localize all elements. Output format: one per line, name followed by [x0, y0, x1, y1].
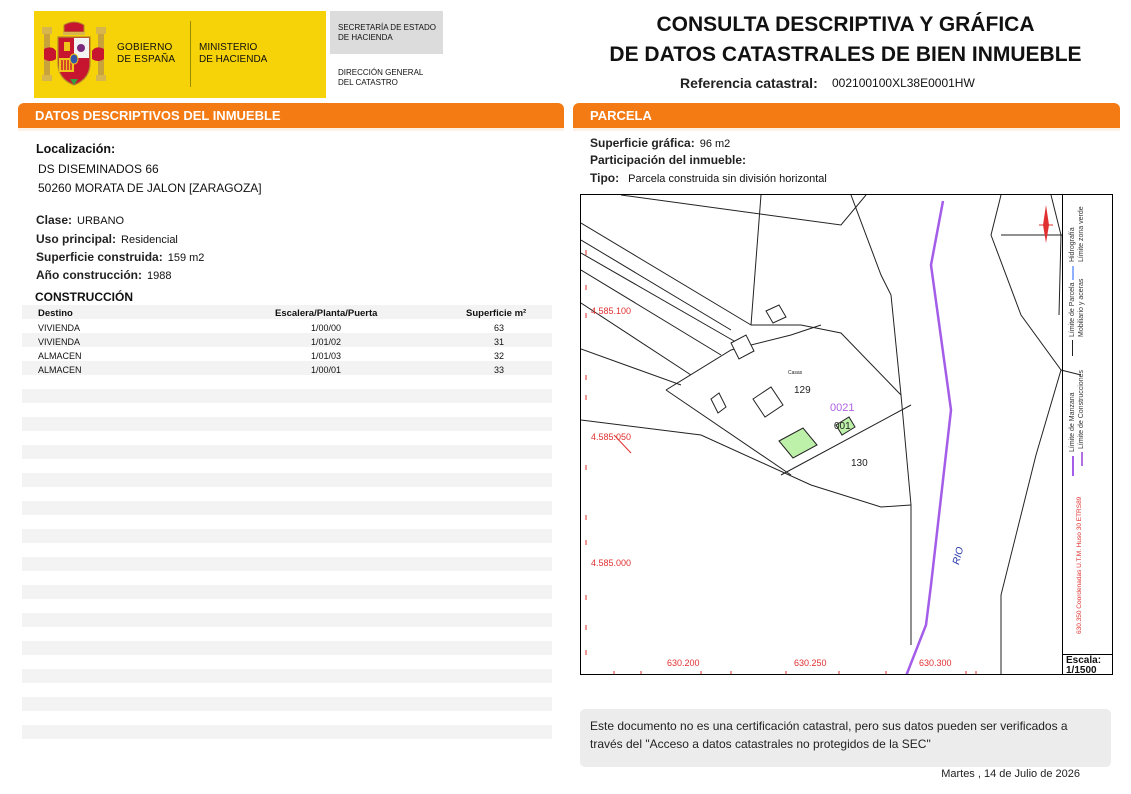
- participacion-label: Participación del inmueble:: [590, 153, 747, 167]
- building-label: 001: [834, 421, 851, 432]
- parcel-label: 130: [851, 458, 868, 469]
- tipo-row: [590, 169, 827, 187]
- section-header-datos: DATOS DESCRIPTIVOS DEL INMUEBLE: [18, 103, 564, 128]
- table-stripe: [22, 711, 552, 725]
- table-stripe: [22, 403, 552, 417]
- table-stripe: [22, 347, 552, 361]
- direccion-general-name: DIRECCIÓN GENERAL DEL CATASTRO: [338, 68, 424, 87]
- table-stripe: [22, 361, 552, 375]
- table-cell-destino: ALMACEN: [38, 365, 82, 375]
- document-date: Martes , 14 de Julio de 2026: [941, 768, 1080, 780]
- y-label: 4.585.000: [591, 558, 632, 568]
- cadastral-map[interactable]: [580, 194, 1113, 675]
- table-cell-superficie: 31: [494, 337, 505, 347]
- table-stripe: [22, 613, 552, 627]
- cadastral-map-drawing: [581, 195, 1113, 675]
- table-stripe: [22, 683, 552, 697]
- participacion-row: [590, 151, 751, 169]
- legend-item: Límite de Parcela: [1069, 282, 1076, 337]
- table-stripe: [22, 557, 552, 571]
- x-label: 630.250: [794, 658, 827, 668]
- anio-row: [36, 266, 172, 284]
- table-stripe: [22, 445, 552, 459]
- escala-label: Escala:: [1066, 655, 1102, 666]
- address-line-2: 50260 MORATA DE JALON [ZARAGOZA]: [38, 181, 262, 195]
- table-cell-superficie: 32: [494, 351, 505, 361]
- table-stripe: [22, 319, 552, 333]
- table-stripe: [22, 599, 552, 613]
- anio-label: Año construcción:: [36, 268, 143, 282]
- superficie-grafica-row: [590, 134, 730, 152]
- referencia-label: Referencia catastral:: [680, 75, 818, 91]
- table-cell-destino: VIVIENDA: [38, 323, 81, 333]
- superficie-grafica-value: 96 m2: [699, 138, 731, 150]
- north-arrow-icon: [1039, 205, 1053, 243]
- parcel-label: 129: [794, 385, 811, 396]
- table-stripe: [22, 487, 552, 501]
- section-header-underline: [573, 128, 1120, 131]
- table-stripe: [22, 431, 552, 445]
- disclaimer-note: Este documento no es una certificación catastral, pero sus datos pueden ser verificados a través del "Acceso a datos catastrales no protegidos de la SEC": [580, 709, 1111, 767]
- table-stripe: [22, 655, 552, 669]
- table-stripe: [22, 333, 552, 347]
- address-line-1: DS DISEMINADOS 66: [38, 162, 159, 176]
- table-cell-escalera: 1/01/03: [311, 351, 342, 361]
- legend-item: Límite de Manzana: [1069, 392, 1076, 452]
- outbuildings: [711, 305, 786, 417]
- table-stripe: [22, 459, 552, 473]
- table-stripe: [22, 501, 552, 515]
- map-legend: [1062, 194, 1113, 655]
- superficie-grafica-label: Superficie gráfica:: [590, 136, 695, 150]
- page-title-line-1: CONSULTA DESCRIPTIVA Y GRÁFICA: [656, 13, 1035, 36]
- escala-value: 1/1500: [1066, 665, 1097, 676]
- table-stripe: [22, 515, 552, 529]
- superficie-value: 159 m2: [167, 252, 205, 264]
- table-stripe: [22, 571, 552, 585]
- anio-value: 1988: [147, 270, 172, 282]
- legend-swatch-hidrografia: [1072, 266, 1074, 280]
- legend-item: Mobiliario y aceras: [1078, 278, 1085, 337]
- table-stripe: [22, 417, 552, 431]
- river-line: [906, 201, 951, 675]
- river-label: RIO: [951, 545, 967, 566]
- x-label: 630.300: [919, 658, 952, 668]
- table-header-superficie: Superficie m²: [466, 308, 527, 319]
- place-label: Casas: [788, 370, 803, 376]
- table-cell-destino: ALMACEN: [38, 351, 82, 361]
- secretaria-name: SECRETARÍA DE ESTADO DE HACIENDA: [338, 23, 436, 42]
- superficie-label: Superficie construida:: [36, 250, 163, 264]
- table-cell-superficie: 33: [494, 365, 505, 375]
- legend-item: Límite zona verde: [1078, 206, 1085, 262]
- table-stripe: [22, 473, 552, 487]
- x-label: 630.200: [667, 658, 700, 668]
- table-stripe: [22, 389, 552, 403]
- table-cell-escalera: 1/01/02: [311, 337, 342, 347]
- parcel-ref-label: 0021: [830, 402, 855, 414]
- page-title-line-2: DE DATOS CATASTRALES DE BIEN INMUEBLE: [609, 43, 1082, 66]
- table-stripe: [22, 627, 552, 641]
- clase-row: [36, 211, 124, 229]
- table-header-destino: Destino: [38, 308, 73, 319]
- uso-label: Uso principal:: [36, 232, 117, 246]
- legend-item: Límite de Construcciones: [1078, 370, 1085, 449]
- construccion-title: CONSTRUCCIÓN: [35, 290, 133, 304]
- referencia-value: 002100100XL38E0001HW: [832, 76, 975, 90]
- table-cell-escalera: 1/00/01: [311, 365, 342, 375]
- secretaria-block: [330, 11, 443, 54]
- uso-row: [36, 230, 178, 248]
- construccion-table: [22, 305, 552, 735]
- legend-swatch-construcciones: [1081, 452, 1083, 466]
- y-label: 4.585.050: [591, 432, 632, 442]
- table-stripe: [22, 725, 552, 739]
- table-stripe: [22, 529, 552, 543]
- superficie-row: [36, 248, 204, 266]
- localizacion-label: Localización:: [36, 142, 116, 156]
- government-logo-block: [34, 11, 326, 98]
- section-header-parcela: PARCELA: [573, 103, 1120, 128]
- uso-value: Residencial: [121, 234, 178, 246]
- ministerio-name: MINISTERIO DE HACIENDA: [199, 42, 268, 65]
- table-cell-destino: VIVIENDA: [38, 337, 81, 347]
- table-stripe: [22, 585, 552, 599]
- y-label: 4.585.100: [591, 306, 632, 316]
- tipo-value: Parcela construida sin división horizontal: [628, 173, 827, 185]
- table-header-escalera: Escalera/Planta/Puerta: [275, 308, 378, 319]
- table-cell-superficie: 63: [494, 323, 505, 333]
- tipo-label: Tipo:: [590, 171, 620, 185]
- table-stripe: [22, 641, 552, 655]
- logo-divider: [190, 21, 191, 87]
- table-stripe: [22, 543, 552, 557]
- coordinates-note: 630.350 Coordenadas U.T.M. Huso 30 ETRS89: [1076, 496, 1083, 634]
- table-stripe: [22, 375, 552, 389]
- table-stripe: [22, 697, 552, 711]
- gobierno-name: GOBIERNO DE ESPAÑA: [117, 42, 176, 65]
- legend-item: Hidrografía: [1069, 227, 1076, 262]
- clase-label: Clase:: [36, 213, 73, 227]
- escala-box: [1062, 654, 1113, 675]
- parcel-lines: [581, 195, 1081, 675]
- table-cell-escalera: 1/00/00: [311, 323, 342, 333]
- legend-swatch-manzana: [1072, 456, 1074, 476]
- clase-value: URBANO: [77, 215, 125, 227]
- coat-of-arms-icon: [42, 19, 106, 91]
- table-stripe: [22, 669, 552, 683]
- legend-swatch-parcela: [1072, 340, 1073, 356]
- section-header-underline: [18, 128, 564, 131]
